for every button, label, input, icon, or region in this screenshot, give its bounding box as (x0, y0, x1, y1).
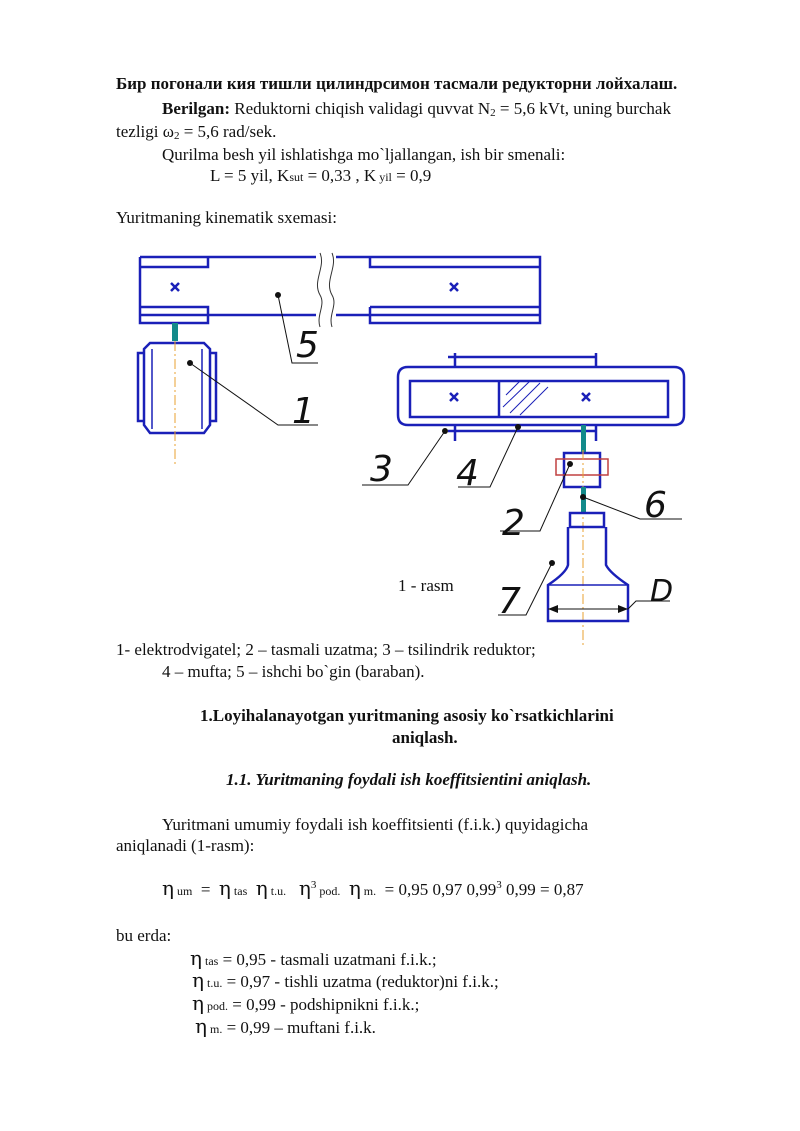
motor-body (144, 343, 210, 433)
param-yil-sub: yil (376, 170, 392, 184)
where-sub: m. (206, 1022, 223, 1036)
eta-symbol: η (298, 876, 311, 900)
motor-inner (152, 349, 202, 429)
large-pulley-body (548, 527, 628, 621)
reducer-cross-left (450, 393, 458, 401)
where-text: = 0,99 – muftani f.i.k. (222, 1018, 376, 1037)
given-line (162, 99, 671, 120)
eta-symbol: η (218, 876, 231, 900)
small-pulley (564, 453, 600, 487)
label-2: 2 (502, 503, 525, 544)
label-1: 1 (292, 391, 315, 432)
where-item-pod (192, 991, 419, 1015)
sub-tu: t.u. (267, 884, 287, 898)
dimension-d-arrow-right (618, 605, 628, 613)
drum-cross-left (171, 283, 179, 291)
cube-sup: 3 (310, 879, 317, 891)
param-end: = 0,9 (391, 166, 432, 185)
legend-line-1: 1- elektrodvigatel; 2 – tasmali uzatma; 3 – tsilindrik reduktor; (116, 640, 536, 659)
where-item-tas (190, 946, 437, 970)
eta-symbol: η (255, 876, 268, 900)
param-l: L = 5 yil, K (210, 166, 290, 185)
values-cube-sup: 3 (496, 879, 502, 891)
input-shaft-bottom (448, 425, 596, 441)
tezligi-sub: 2 (173, 130, 180, 142)
motor-shaft (172, 323, 178, 341)
param-mid: = 0,33 , K (303, 166, 377, 185)
figure-caption: 1 - rasm (398, 576, 454, 595)
eta-symbol: η (195, 1014, 207, 1038)
leader-6 (583, 497, 682, 519)
drum-cross-right (450, 283, 458, 291)
where-item-tu (192, 968, 499, 992)
params-line (210, 166, 431, 186)
sub-um: um (173, 884, 193, 898)
where-item-m (195, 1014, 376, 1038)
label-6: 6 (644, 485, 667, 526)
given-n-sub: 2 (490, 107, 496, 119)
label-5: 5 (296, 325, 319, 366)
where-text: = 0,97 - tishli uzatma (reduktor)ni f.i.k.; (222, 972, 499, 991)
gear-hatch (503, 381, 548, 415)
section-title-line-2: aniqlash. (392, 728, 458, 747)
label-d: D (650, 574, 674, 609)
drum-left-part (140, 257, 316, 323)
efficiency-formula (162, 876, 584, 900)
reducer-cross-right (582, 393, 590, 401)
tezligi-line (116, 122, 276, 143)
label-7: 7 (498, 581, 521, 622)
reducer-inner-box (410, 381, 668, 417)
tezligi-label: tezligi ω (116, 122, 174, 141)
where-label: bu erda: (116, 926, 172, 945)
where-text: = 0,95 - tasmali uzatmani f.i.k.; (218, 950, 437, 969)
subsection-title: 1.1. Yuritmaning foydali ish koeffitsientini aniqlash. (226, 770, 592, 789)
given-text-2: = 5,6 kVt, uning burchak (495, 99, 671, 118)
dimension-d-arrow-left (548, 605, 558, 613)
tezligi-value: = 5,6 rad/sek. (179, 122, 277, 141)
formula-values: = 0,95 0,97 0,99 (384, 880, 497, 899)
output-shaft-top (581, 425, 586, 453)
formula-result: 0,99 = 0,87 (501, 880, 584, 899)
where-text: = 0,99 - podshipnikni f.i.k.; (227, 995, 420, 1014)
where-sub: t.u. (203, 976, 223, 990)
eta-symbol: η (192, 968, 204, 992)
where-sub: pod. (203, 999, 228, 1013)
formula-eq: = (200, 880, 211, 899)
section-title-line-1: 1.Loyihalanayotgan yuritmaning asosiy ko`rsatkichlarini (200, 706, 614, 725)
eta-symbol: η (162, 876, 174, 900)
legend-line-2: 4 – mufta; 5 – ishchi bo`gin (baraban). (162, 662, 425, 681)
eta-symbol: η (190, 946, 202, 970)
label-4: 4 (456, 453, 479, 494)
param-sut-sub: sut (289, 170, 304, 184)
large-pulley-hub (570, 513, 604, 527)
sub-pod: pod. (316, 884, 341, 898)
given-label: Berilgan: (162, 99, 230, 118)
drum-right-part (336, 257, 540, 323)
eta-symbol: η (192, 991, 204, 1015)
scheme-label: Yuritmaning kinematik sxemasi: (116, 208, 337, 227)
label-3: 3 (370, 449, 393, 490)
input-shaft-top (448, 353, 596, 367)
sub-m: m. (360, 884, 377, 898)
document-title: Бир погонали кия тишли цилиндрсимон тасмали редукторни лойхалаш. (116, 74, 678, 93)
service-text: Qurilma besh yil ishlatishga mo`ljallangan, ish bir smenali: (162, 145, 566, 164)
where-sub: tas (201, 954, 219, 968)
output-shaft-bottom (581, 487, 586, 513)
paragraph-line-2: aniqlanadi (1-rasm): (116, 836, 255, 855)
given-text-1: Reduktorni chiqish validagi quvvat N (234, 99, 491, 118)
break-line-1 (317, 253, 322, 327)
sub-tas: tas (230, 884, 248, 898)
paragraph-line-1: Yuritmani umumiy foydali ish koeffitsienti (f.i.k.) quyidagicha (162, 815, 589, 834)
break-line-2 (329, 253, 334, 327)
eta-symbol: η (348, 876, 361, 900)
